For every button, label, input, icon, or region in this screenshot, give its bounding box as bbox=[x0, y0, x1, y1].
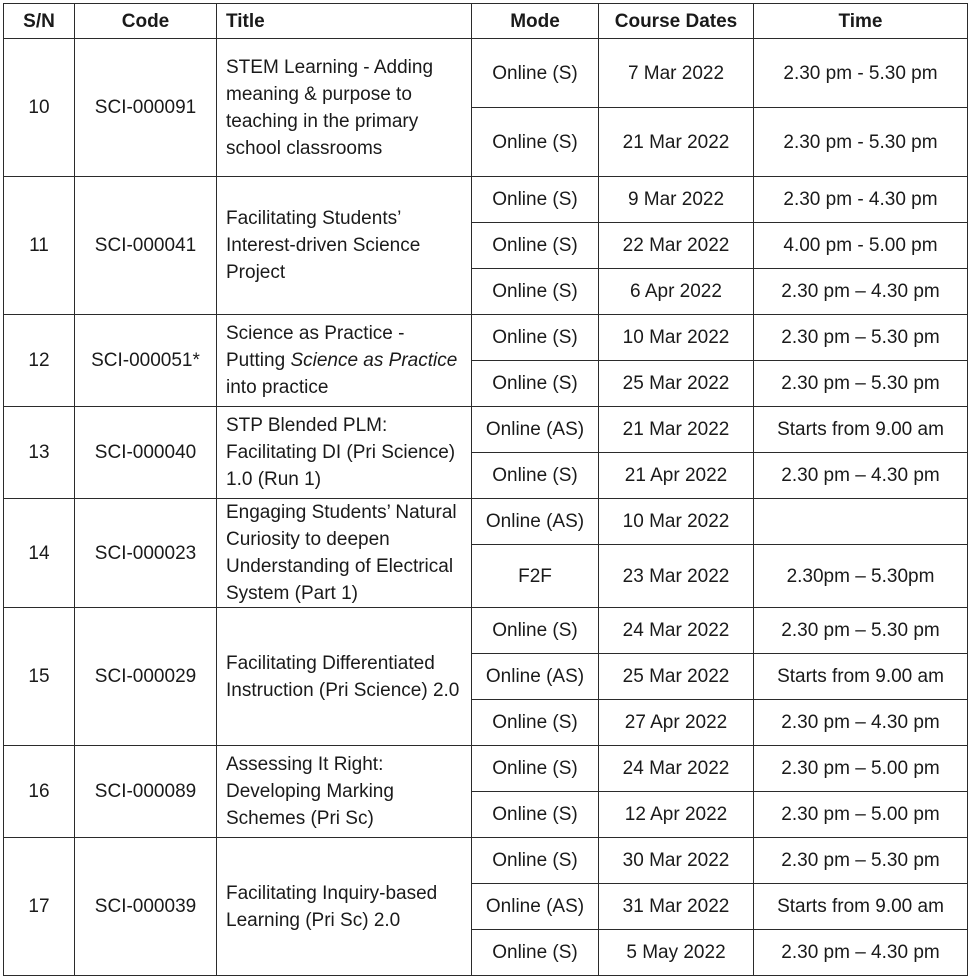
time-cell: Starts from 9.00 am bbox=[754, 654, 968, 700]
time-cell bbox=[754, 499, 968, 545]
sn-cell: 17 bbox=[4, 838, 75, 976]
title-cell: Assessing It Right: Developing Marking Schemes (Pri Sc) bbox=[217, 746, 472, 838]
table-row bbox=[4, 608, 968, 654]
table-row bbox=[4, 315, 968, 361]
mode-cell: Online (AS) bbox=[472, 884, 599, 930]
date-cell: 25 Mar 2022 bbox=[599, 361, 754, 407]
table-row bbox=[4, 838, 968, 884]
sn-cell: 14 bbox=[4, 499, 75, 608]
code-cell: SCI-000089 bbox=[75, 746, 217, 838]
time-cell: 2.30 pm - 5.30 pm bbox=[754, 39, 968, 108]
mode-cell: Online (S) bbox=[472, 108, 599, 177]
mode-cell: Online (S) bbox=[472, 361, 599, 407]
time-cell: 2.30 pm - 4.30 pm bbox=[754, 177, 968, 223]
header-mode: Mode bbox=[472, 4, 599, 39]
title-cell: Facilitating Differentiated Instruction (Pri Science) 2.0 bbox=[217, 608, 472, 746]
mode-cell: Online (S) bbox=[472, 700, 599, 746]
time-cell: Starts from 9.00 am bbox=[754, 884, 968, 930]
sn-cell: 10 bbox=[4, 39, 75, 177]
table-row bbox=[4, 746, 968, 792]
date-cell: 21 Apr 2022 bbox=[599, 453, 754, 499]
table-row bbox=[4, 407, 968, 453]
date-cell: 25 Mar 2022 bbox=[599, 654, 754, 700]
mode-cell: Online (S) bbox=[472, 269, 599, 315]
code-cell: SCI-000041 bbox=[75, 177, 217, 315]
time-cell: 2.30 pm – 4.30 pm bbox=[754, 453, 968, 499]
sn-cell: 12 bbox=[4, 315, 75, 407]
code-cell: SCI-000029 bbox=[75, 608, 217, 746]
title-part: into practice bbox=[226, 377, 329, 398]
table-row bbox=[4, 177, 968, 223]
code-cell: SCI-000051* bbox=[75, 315, 217, 407]
date-cell: 24 Mar 2022 bbox=[599, 608, 754, 654]
time-cell: 2.30 pm – 5.00 pm bbox=[754, 746, 968, 792]
mode-cell: F2F bbox=[472, 545, 599, 608]
date-cell: 30 Mar 2022 bbox=[599, 838, 754, 884]
mode-cell: Online (S) bbox=[472, 838, 599, 884]
mode-cell: Online (S) bbox=[472, 453, 599, 499]
date-cell: 21 Mar 2022 bbox=[599, 407, 754, 453]
table-row bbox=[4, 39, 968, 108]
mode-cell: Online (AS) bbox=[472, 407, 599, 453]
title-cell: Facilitating Inquiry-based Learning (Pri Sc) 2.0 bbox=[217, 838, 472, 976]
table-row bbox=[4, 499, 968, 545]
time-cell: 2.30 pm – 5.30 pm bbox=[754, 838, 968, 884]
time-cell: Starts from 9.00 am bbox=[754, 407, 968, 453]
date-cell: 6 Apr 2022 bbox=[599, 269, 754, 315]
title-part: Science as Practice - Putting bbox=[226, 323, 405, 371]
mode-cell: Online (S) bbox=[472, 223, 599, 269]
header-title: Title bbox=[217, 4, 472, 39]
date-cell: 23 Mar 2022 bbox=[599, 545, 754, 608]
date-cell: 22 Mar 2022 bbox=[599, 223, 754, 269]
title-cell: STP Blended PLM: Facilitating DI (Pri Science) 1.0 (Run 1) bbox=[217, 407, 472, 499]
header-time: Time bbox=[754, 4, 968, 39]
mode-cell: Online (S) bbox=[472, 792, 599, 838]
title-cell: STEM Learning - Adding meaning & purpose to teaching in the primary school classrooms bbox=[217, 39, 472, 177]
mode-cell: Online (S) bbox=[472, 177, 599, 223]
date-cell: 21 Mar 2022 bbox=[599, 108, 754, 177]
mode-cell: Online (AS) bbox=[472, 654, 599, 700]
code-cell: SCI-000039 bbox=[75, 838, 217, 976]
date-cell: 27 Apr 2022 bbox=[599, 700, 754, 746]
course-schedule-table bbox=[3, 3, 968, 976]
mode-cell: Online (S) bbox=[472, 930, 599, 976]
title-cell bbox=[217, 315, 472, 407]
sn-cell: 15 bbox=[4, 608, 75, 746]
mode-cell: Online (S) bbox=[472, 39, 599, 108]
time-cell: 2.30 pm – 5.30 pm bbox=[754, 361, 968, 407]
time-cell: 2.30 pm – 4.30 pm bbox=[754, 700, 968, 746]
time-cell: 2.30 pm – 5.00 pm bbox=[754, 792, 968, 838]
mode-cell: Online (S) bbox=[472, 315, 599, 361]
time-cell: 2.30 pm – 5.30 pm bbox=[754, 315, 968, 361]
sn-cell: 16 bbox=[4, 746, 75, 838]
code-cell: SCI-000023 bbox=[75, 499, 217, 608]
mode-cell: Online (AS) bbox=[472, 499, 599, 545]
time-cell: 2.30pm – 5.30pm bbox=[754, 545, 968, 608]
header-course-dates: Course Dates bbox=[599, 4, 754, 39]
date-cell: 7 Mar 2022 bbox=[599, 39, 754, 108]
date-cell: 24 Mar 2022 bbox=[599, 746, 754, 792]
date-cell: 9 Mar 2022 bbox=[599, 177, 754, 223]
date-cell: 10 Mar 2022 bbox=[599, 315, 754, 361]
title-cell: Facilitating Students’ Interest-driven Science Project bbox=[217, 177, 472, 315]
header-row bbox=[4, 4, 968, 39]
time-cell: 2.30 pm – 5.30 pm bbox=[754, 608, 968, 654]
time-cell: 4.00 pm - 5.00 pm bbox=[754, 223, 968, 269]
code-cell: SCI-000040 bbox=[75, 407, 217, 499]
sn-cell: 11 bbox=[4, 177, 75, 315]
sn-cell: 13 bbox=[4, 407, 75, 499]
time-cell: 2.30 pm - 5.30 pm bbox=[754, 108, 968, 177]
code-cell: SCI-000091 bbox=[75, 39, 217, 177]
time-cell: 2.30 pm – 4.30 pm bbox=[754, 269, 968, 315]
mode-cell: Online (S) bbox=[472, 608, 599, 654]
date-cell: 12 Apr 2022 bbox=[599, 792, 754, 838]
header-sn: S/N bbox=[4, 4, 75, 39]
date-cell: 5 May 2022 bbox=[599, 930, 754, 976]
date-cell: 31 Mar 2022 bbox=[599, 884, 754, 930]
title-emphasis: Science as Practice bbox=[290, 350, 458, 371]
title-cell: Engaging Students’ Natural Curiosity to deepen Understanding of Electrical System (Part 1) bbox=[217, 499, 472, 608]
header-code: Code bbox=[75, 4, 217, 39]
time-cell: 2.30 pm – 4.30 pm bbox=[754, 930, 968, 976]
mode-cell: Online (S) bbox=[472, 746, 599, 792]
date-cell: 10 Mar 2022 bbox=[599, 499, 754, 545]
